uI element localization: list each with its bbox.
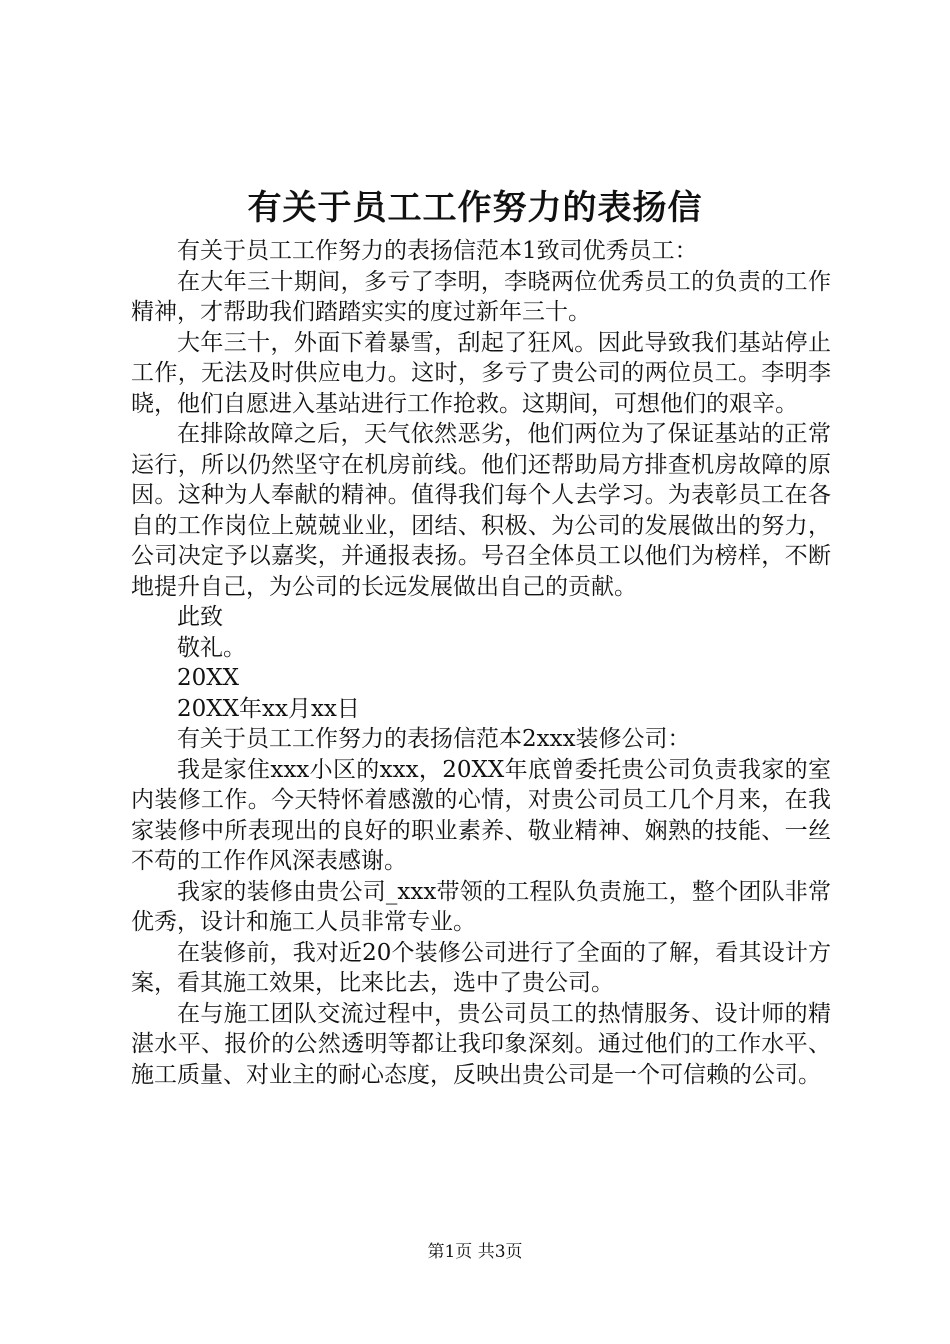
document-body (131, 236, 831, 1090)
paragraph: 大年三十，外面下着暴雪，刮起了狂风。因此导致我们基站停止工作，无法及时供应电力。这时，多亏了贵公司的两位员工。李明李晓，他们自愿进入基站进行工作抢救。这期间，可想他们的艰辛。 (131, 329, 831, 417)
paragraph: 我家的装修由贵公司_xxx带领的工程队负责施工，整个团队非常优秀，设计和施工人员非常专业。 (131, 878, 831, 935)
closing-line: 此致 (177, 604, 223, 630)
date-line: 20XX年xx月xx日 (177, 695, 360, 722)
signature-line: 20XX (177, 665, 240, 691)
paragraph: 有关于员工工作努力的表扬信范本2xxx装修公司： (177, 726, 691, 752)
paragraph: 我是家住xxx小区的xxx，20XX年底曾委托贵公司负责我家的室内装修工作。今天特怀着感激的心情，对贵公司员工几个月来，在我家装修中所表现出的良好的职业素养、敬业精神、娴熟的技能、一丝不苟的工作作风深表感谢。 (131, 756, 831, 874)
paragraph: 在排除故障之后，天气依然恶劣，他们两位为了保证基站的正常运行，所以仍然坚守在机房前线。他们还帮助局方排查机房故障的原因。这种为人奉献的精神。值得我们每个人去学习。为表彰员工在各自的工作岗位上兢兢业业，团结、积极、为公司的发展做出的努力，公司决定予以嘉奖，并通报表扬。号召全体员工以他们为榜样，不断地提升自己，为公司的长远发展做出自己的贡献。 (131, 421, 831, 600)
paragraph: 在装修前，我对近20个装修公司进行了全面的了解，看其设计方案，看其施工效果，比来比去，选中了贵公司。 (131, 939, 831, 996)
closing-line: 敬礼。 (177, 634, 246, 661)
page-footer: 第1页 共3页 (427, 1242, 523, 1262)
paragraph: 有关于员工工作努力的表扬信范本1致司优秀员工： (177, 238, 698, 264)
paragraph: 在大年三十期间，多亏了李明，李晓两位优秀员工的负责的工作精神，才帮助我们踏踏实实的度过新年三十。 (131, 268, 831, 325)
paragraph: 在与施工团队交流过程中，贵公司员工的热情服务、设计师的精湛水平、报价的公然透明等都让我印象深刻。通过他们的工作水平、施工质量、对业主的耐心态度，反映出贵公司是一个可信赖的公司。 (131, 1000, 831, 1088)
document-title: 有关于员工工作努力的表扬信 (247, 188, 703, 228)
